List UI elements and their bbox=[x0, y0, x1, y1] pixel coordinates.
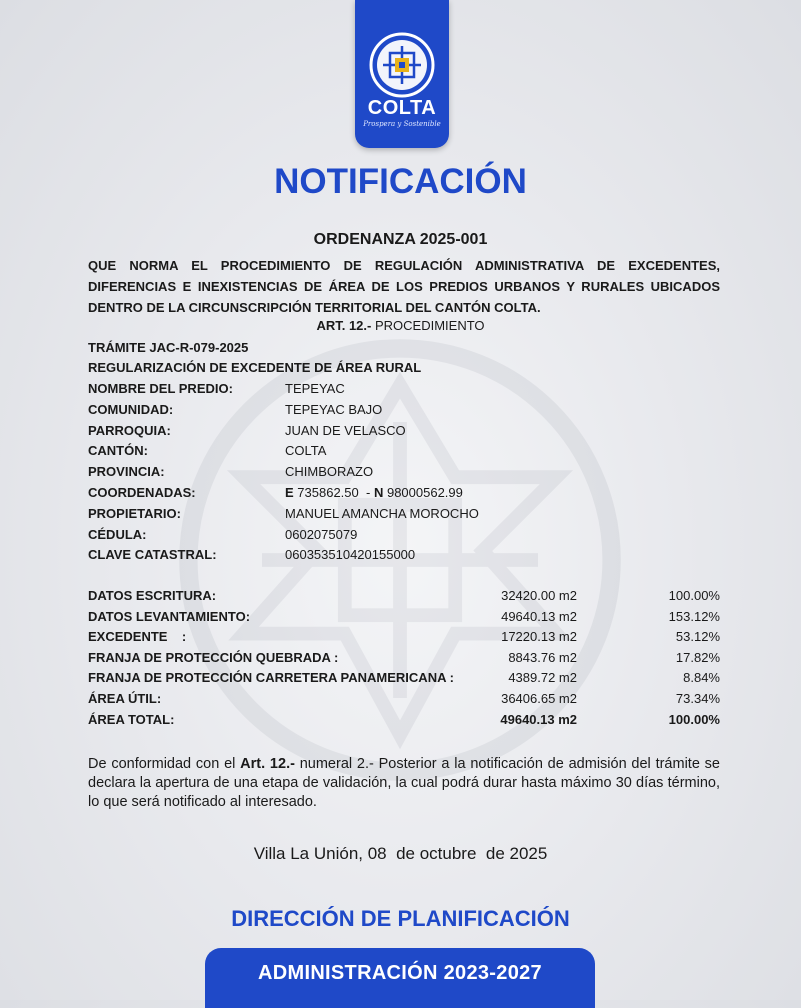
page-title: NOTIFICACIÓN bbox=[274, 162, 527, 201]
ordinance-description: QUE NORMA EL PROCEDIMIENTO DE REGULACIÓN ADMINISTRATIVA DE EXCEDENTES, DIFERENCIAS E INEXISTENCIAS DE ÁREA DE LOS PREDIOS URBANOS Y RURALES UBICADOS DENTRO DE LA CIRCUNSCRIPCIÓN TERRITORIAL DEL CANTÓN COLTA. bbox=[88, 258, 720, 315]
area-row-percent: 73.34% bbox=[675, 691, 720, 706]
area-row-area: 8843.76 m2 bbox=[508, 650, 577, 665]
area-row-area: 17220.13 m2 bbox=[501, 629, 577, 644]
article-text: PROCEDIMIENTO bbox=[374, 318, 485, 333]
area-row-area: 4389.72 m2 bbox=[508, 670, 577, 685]
predio-value: TEPEYAC bbox=[285, 381, 345, 396]
coord-e-value: 735862.50 bbox=[297, 485, 359, 500]
area-total-area: 49640.13 m2 bbox=[500, 712, 577, 727]
coord-separator: - bbox=[365, 485, 371, 500]
comunidad-label: COMUNIDAD: bbox=[88, 402, 174, 417]
ordinance-title: ORDENANZA 2025-001 bbox=[313, 231, 488, 248]
predio-label: NOMBRE DEL PREDIO: bbox=[88, 381, 233, 396]
paragraph-article: Art. 12.- bbox=[240, 756, 295, 772]
paragraph-prefix: De conformidad con el bbox=[88, 756, 236, 772]
coord-e-label: E bbox=[285, 485, 294, 500]
coordenadas-value bbox=[285, 485, 463, 500]
area-row-percent: 17.82% bbox=[675, 650, 720, 665]
area-row-label: ÁREA ÚTIL: bbox=[88, 691, 162, 706]
parroquia-value: JUAN DE VELASCO bbox=[285, 423, 406, 438]
area-row-area: 32420.00 m2 bbox=[501, 588, 577, 603]
area-row-label: EXCEDENTE : bbox=[88, 629, 187, 644]
area-row-label: FRANJA DE PROTECCIÓN QUEBRADA : bbox=[88, 650, 339, 665]
provincia-label: PROVINCIA: bbox=[88, 464, 165, 479]
colta-logo-icon bbox=[369, 32, 435, 98]
area-row-label: FRANJA DE PROTECCIÓN CARRETERA PANAMERICANA : bbox=[88, 670, 454, 685]
area-row-percent: 153.12% bbox=[668, 609, 720, 624]
area-row-label: DATOS LEVANTAMIENTO: bbox=[88, 609, 251, 624]
clave-catastral-label: CLAVE CATASTRAL: bbox=[88, 547, 217, 562]
area-total-percent: 100.00% bbox=[668, 712, 720, 727]
area-total-label: ÁREA TOTAL: bbox=[88, 712, 175, 727]
tramite-type: REGULARIZACIÓN DE EXCEDENTE DE ÁREA RURAL bbox=[88, 360, 422, 375]
cedula-value: 0602075079 bbox=[285, 527, 358, 542]
cedula-label: CÉDULA: bbox=[88, 527, 147, 542]
propietario-label: PROPIETARIO: bbox=[88, 506, 181, 521]
place-date: Villa La Unión, 08 de octubre de 2025 bbox=[253, 844, 548, 863]
logo-banner bbox=[355, 0, 449, 148]
article-label: ART. 12.- bbox=[316, 318, 372, 333]
notice-paragraph bbox=[88, 755, 720, 812]
comunidad-value: TEPEYAC BAJO bbox=[285, 402, 383, 417]
parroquia-label: PARROQUIA: bbox=[88, 423, 171, 438]
provincia-value: CHIMBORAZO bbox=[285, 464, 374, 479]
area-row-percent: 8.84% bbox=[683, 670, 720, 685]
area-row-area: 49640.13 m2 bbox=[501, 609, 577, 624]
paragraph-text: numeral 2.- Posterior a la notificación de admisión del trámite se declara la apertura de una etapa de validación, la cual podrá durar hasta máximo 30 días término, lo que será notificado al interesado. bbox=[88, 756, 720, 810]
canton-label: CANTÓN: bbox=[88, 443, 148, 458]
footer-text: ADMINISTRACIÓN 2023-2027 bbox=[258, 962, 542, 984]
propietario-value: MANUEL AMANCHA MOROCHO bbox=[285, 506, 479, 521]
area-row-area: 36406.65 m2 bbox=[501, 691, 577, 706]
coord-n-label: N bbox=[373, 485, 384, 500]
area-row-percent: 100.00% bbox=[668, 588, 720, 603]
department-name: DIRECCIÓN DE PLANIFICACIÓN bbox=[231, 906, 570, 931]
coord-n-value: 98000562.99 bbox=[386, 485, 463, 500]
canton-value: COLTA bbox=[285, 443, 327, 458]
tramite-number: TRÁMITE JAC-R-079-2025 bbox=[88, 340, 249, 355]
footer-banner bbox=[205, 948, 595, 1008]
coordenadas-label: COORDENADAS: bbox=[88, 485, 196, 500]
article-heading bbox=[0, 318, 801, 333]
logo-name: COLTA bbox=[367, 97, 437, 119]
area-row-percent: 53.12% bbox=[675, 629, 720, 644]
clave-catastral-value: 060353510420155000 bbox=[285, 547, 416, 562]
area-row-label: DATOS ESCRITURA: bbox=[88, 588, 217, 603]
logo-tagline: Prospera y Sostenible bbox=[363, 120, 441, 128]
